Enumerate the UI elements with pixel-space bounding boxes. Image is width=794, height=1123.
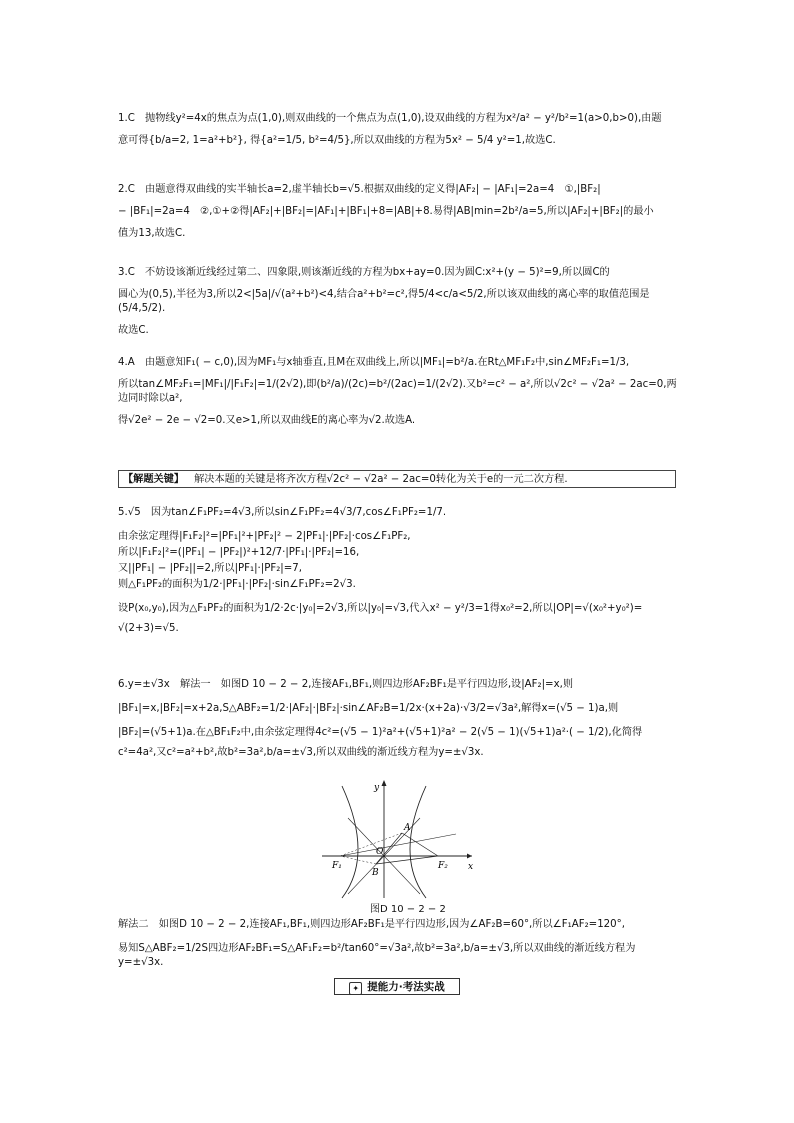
solution-6-line-1: 6.y=±√3x 解法一 如图D 10 − 2 − 2,连接AF₁,BF₁,则四边形AF₂BF₁是平行四边形,设|AF₂|=x,则 [118, 679, 574, 690]
lightbulb-icon: ✦ [349, 982, 362, 995]
solution-4-line-3: 得√2e² − 2e − √2=0.又e>1,所以双曲线E的离心率为√2.故选A. [118, 415, 416, 426]
keypoint-label: 【解题关键】 [123, 474, 185, 485]
x-axis-label: x [468, 862, 474, 872]
method-2-line-2: 易知S△ABF₂=1/2S四边形AF₂BF₁=S△AF₁F₂=b²/tan60°=√3a²,故b²=3a²,b/a=±√3,所以双曲线的渐近线方程为y=±√3x. [118, 943, 636, 968]
solution-2-line-3: 值为13,故选C. [118, 228, 186, 239]
solution-5 [118, 506, 678, 644]
solution-3-line-1: 3.C 不妨设该渐近线经过第二、四象限,则该渐近线的方程为bx+ay=0.因为圆C:x²+(y − 5)²=9,所以圆C的 [118, 267, 610, 278]
solution-5-line-3: 所以|F₁F₂|²=(|PF₁| − |PF₂|)²+12/7·|PF₁|·|PF₂|=16, [118, 547, 360, 558]
solution-5-line-5: 则△F₁PF₂的面积为1/2·|PF₁|·|PF₂|·sin∠F₁PF₂=2√3. [118, 579, 356, 590]
focus-f2-label: F₂ [438, 861, 448, 871]
solution-3-line-3: 故选C. [118, 325, 149, 336]
solution-4 [118, 356, 678, 436]
solution-5-line-7: √(2+3)=√5. [118, 623, 179, 634]
origin-label: O [376, 847, 384, 857]
solution-3-line-2: 圆心为(0,5),半径为3,所以2<|5a|/√(a²+b²)<4,结合a²+b²=c²,得5/4<c/a<5/2,所以该双曲线的离心率的取值范围是(5/4,5/2). [118, 289, 650, 314]
point-b-label: B [372, 868, 379, 878]
segment-a-f2 [402, 833, 438, 856]
solution-6-line-4: c²=4a²,又c²=a²+b²,故b²=3a²,b/a=±√3,所以双曲线的渐近线方程为y=±√3x. [118, 747, 484, 758]
figure-caption: 图D 10 − 2 − 2 [370, 904, 446, 915]
hyperbola-figure [318, 776, 478, 900]
solution-5-line-1: 5.√5 因为tan∠F₁PF₂=4√3,所以sin∠F₁PF₂=4√3/7,cos∠F₁PF₂=1/7. [118, 507, 447, 518]
solution-1-line-1: 1.C 抛物线y²=4x的焦点为点(1,0),则双曲线的一个焦点为点(1,0),设双曲线的方程为x²/a² − y²/b²=1(a>0,b>0),由题 [118, 113, 662, 124]
solution-1-line-2: 意可得{b/a=2, 1=a²+b²}, 得{a²=1/5, b²=4/5},所以双曲线的方程为5x² − 5/4 y²=1,故选C. [118, 135, 556, 146]
y-axis-arrow [382, 780, 387, 786]
solution-5-line-6: 设P(x₀,y₀),因为△F₁PF₂的面积为1/2·2c·|y₀|=2√3,所以|y₀|=√3,代入x² − y²/3=1得x₀²=2,所以|OP|=√(x₀²+y₀²)= [118, 603, 643, 614]
solution-6-method-2 [118, 918, 678, 978]
solution-6-line-2: |BF₁|=x,|BF₂|=x+2a,S△ABF₂=1/2·|AF₂|·|BF₂|·sin∠AF₂B=1/2x·(x+2a)·√3/2=√3a²,解得x=(√5 − 1)a,则 [118, 703, 619, 714]
banner-text: 提能力·考法实战 [367, 981, 445, 993]
solution-6-line-3: |BF₂|=(√5+1)a.在△BF₁F₂中,由余弦定理得4c²=(√5 − 1)²a²+(√5+1)²a² − 2(√5 − 1)(√5+1)a²·( − 1/2),化简得 [118, 727, 643, 738]
solution-4-line-1: 4.A 由题意知F₁( − c,0),因为MF₁与x轴垂直,且M在双曲线上,所以|MF₁|=b²/a.在Rt△MF₁F₂中,sin∠MF₂F₁=1/3, [118, 357, 630, 368]
x-axis-arrow [467, 854, 472, 859]
solution-5-line-4: 又||PF₁| − |PF₂||=2,所以|PF₁|·|PF₂|=7, [118, 563, 302, 574]
solution-3 [118, 266, 678, 346]
keypoint-box [118, 470, 676, 488]
solution-6 [118, 678, 678, 768]
solution-2-line-1: 2.C 由题意得双曲线的实半轴长a=2,虚半轴长b=√5.根据双曲线的定义得|AF₂| − |AF₁|=2a=4 ①,|BF₂| [118, 184, 601, 195]
solution-5-line-2: 由余弦定理得|F₁F₂|²=|PF₁|²+|PF₂|² − 2|PF₁|·|PF₂|·cos∠F₁PF₂, [118, 531, 411, 542]
method-2-line-1: 解法二 如图D 10 − 2 − 2,连接AF₁,BF₁,则四边形AF₂BF₁是平行四边形,因为∠AF₂B=60°,所以∠F₁AF₂=120°, [118, 919, 625, 930]
y-axis-label: y [374, 783, 380, 793]
section-banner [334, 978, 460, 995]
solution-4-line-2: 所以tan∠MF₂F₁=|MF₁|/|F₁F₂|=1/(2√2),即(b²/a)/(2c)=b²/(2ac)=1/(2√2).又b²=c² − a²,所以√2c² − √2a² − 2ac=0,两边同时除以a², [118, 379, 677, 404]
solution-1 [118, 112, 678, 156]
keypoint-text: 解决本题的关键是将齐次方程√2c² − √2a² − 2ac=0转化为关于e的一元二次方程. [194, 474, 568, 485]
point-a-label: A [404, 823, 411, 833]
solution-2 [118, 183, 678, 249]
left-branch [342, 786, 358, 898]
focus-f1-label: F₁ [332, 861, 342, 871]
solution-2-line-2: − |BF₁|=2a=4 ②,①+②得|AF₂|+|BF₂|=|AF₁|+|BF₁|+8=|AB|+8.易得|AB|min=2b²/a=5,所以|AF₂|+|BF₂|的最小 [118, 206, 654, 217]
